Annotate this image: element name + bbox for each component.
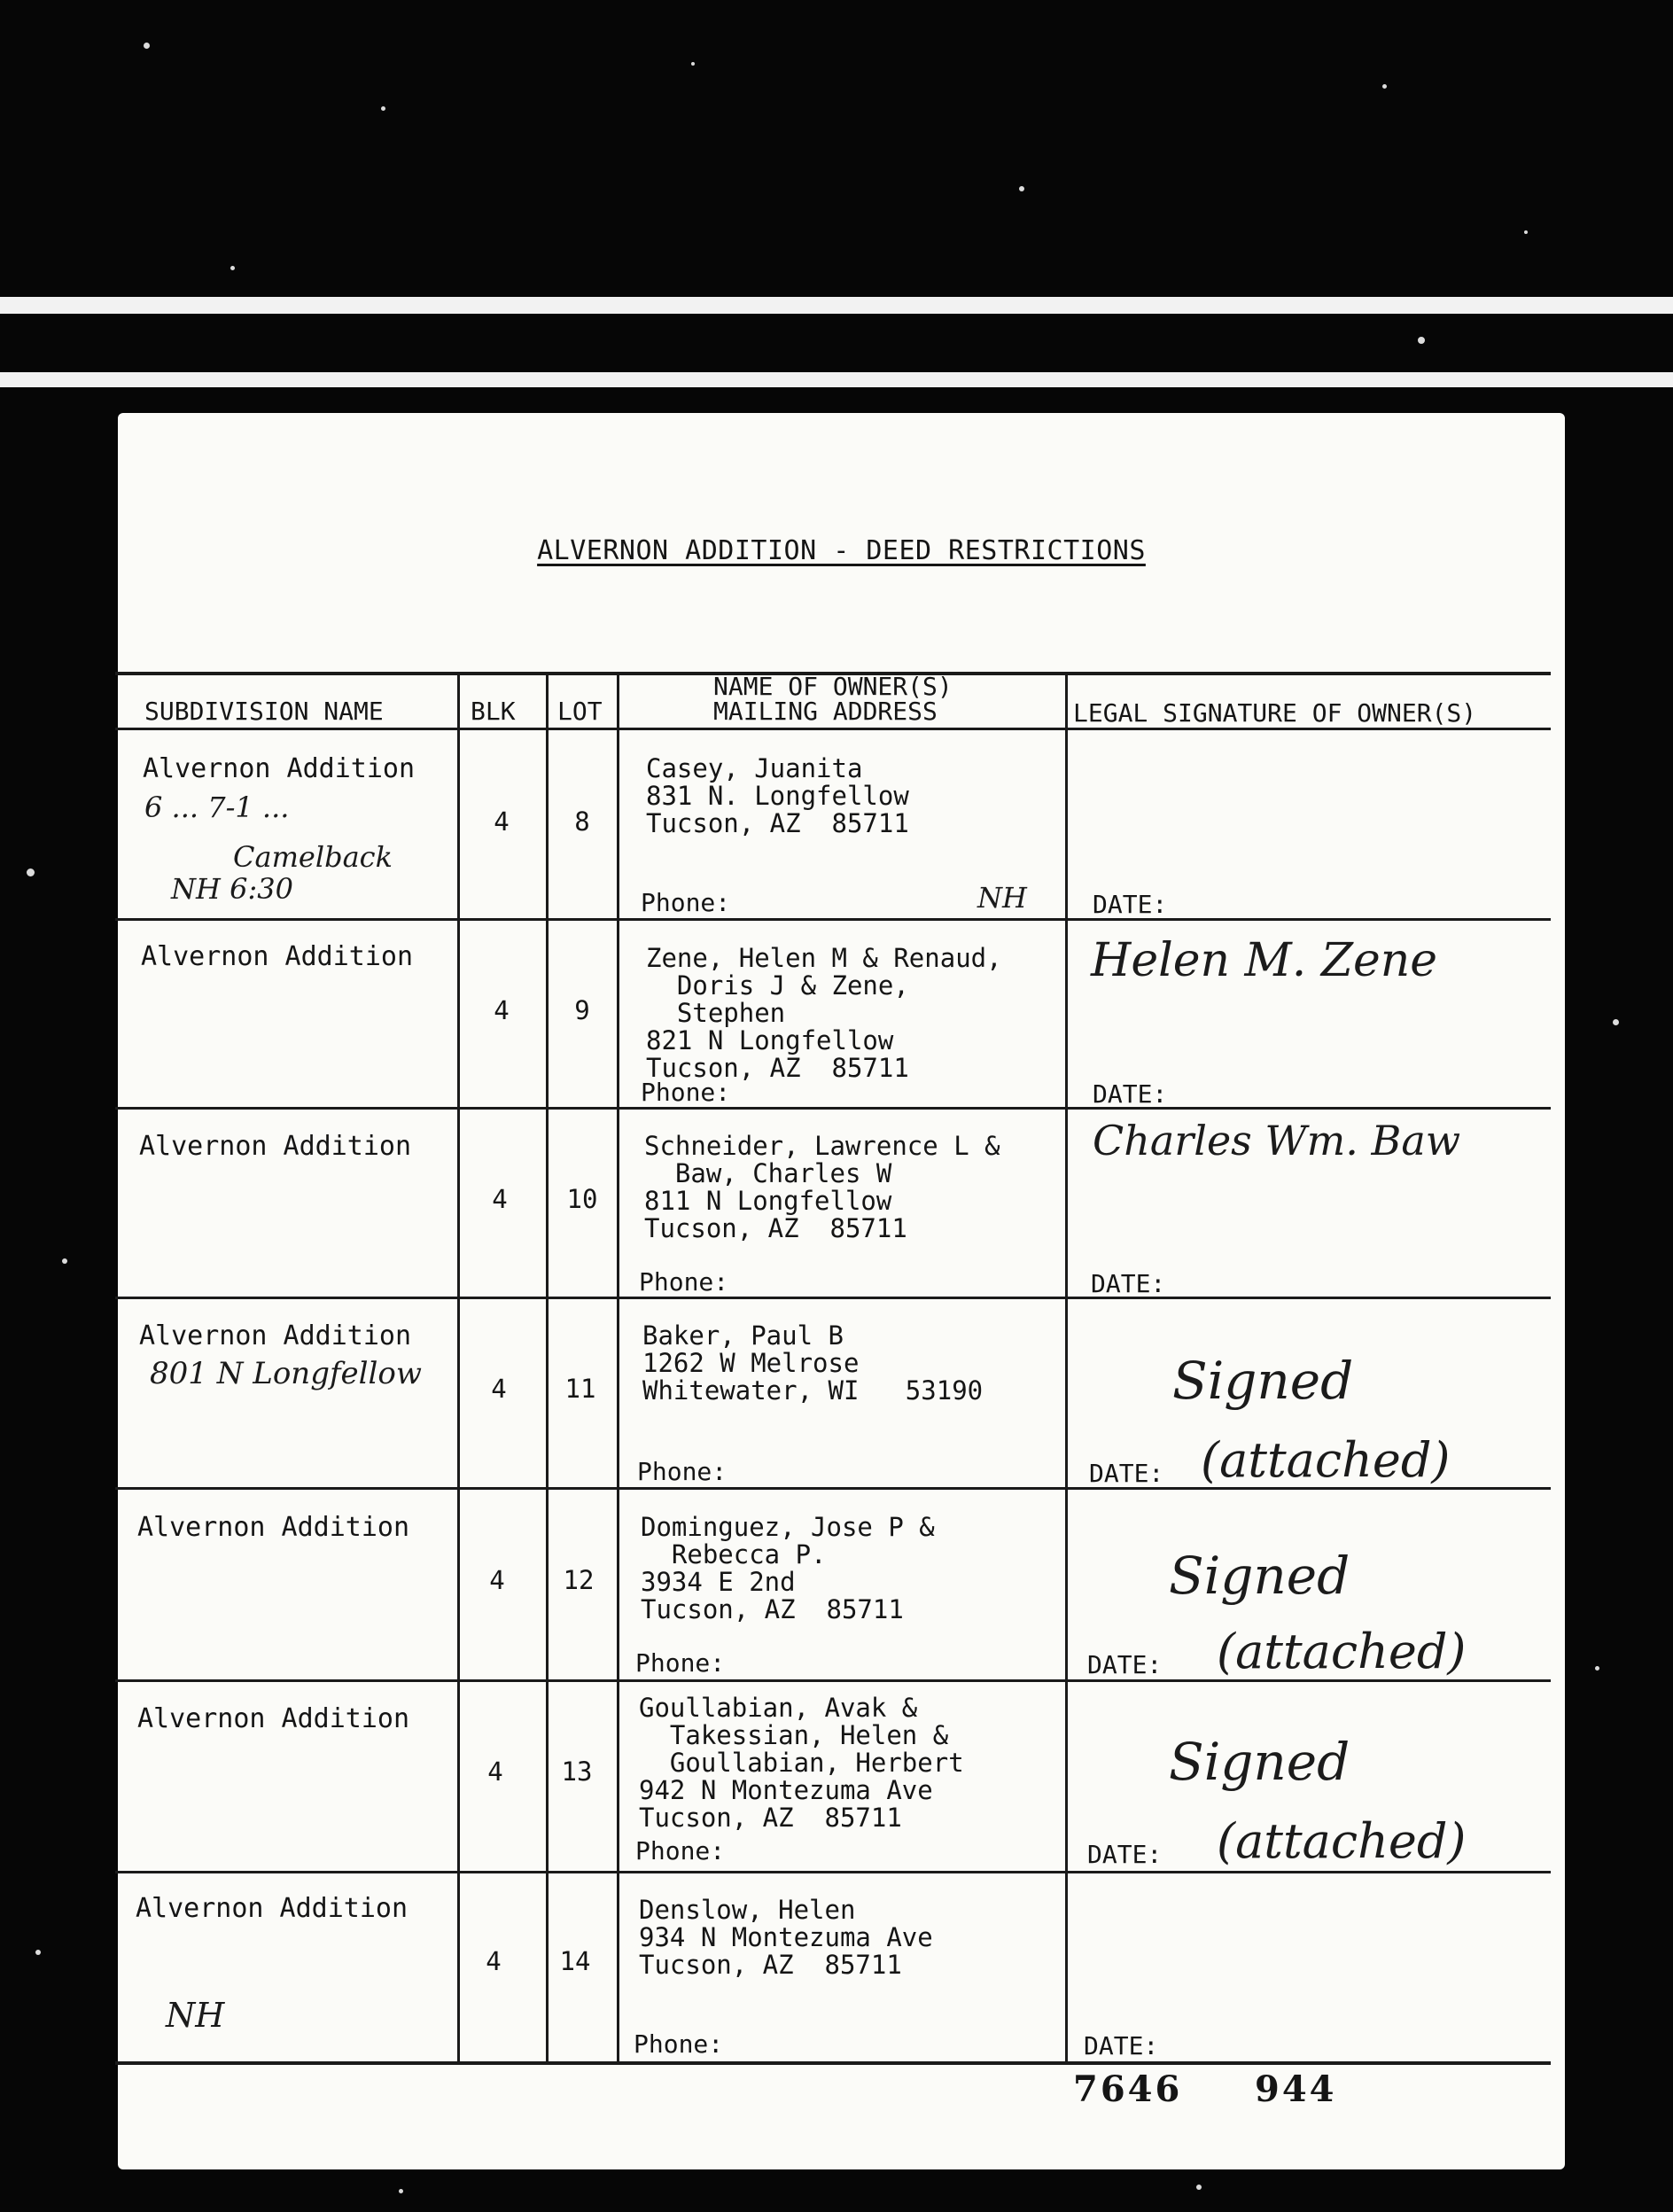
owner-signature: Helen M. Zene: [1091, 934, 1438, 987]
dust-speck: [27, 868, 35, 876]
owner-signature: Charles Wm. Baw: [1093, 1117, 1461, 1164]
dust-speck: [144, 43, 150, 49]
column-rule-lot: [546, 672, 549, 2063]
blk-cell: 4: [486, 1946, 502, 1976]
dust-speck: [1382, 84, 1387, 89]
date-label: DATE:: [1084, 2031, 1159, 2060]
subdivision-name-cell: Alvernon Addition: [143, 753, 416, 784]
date-handwritten-note: (attached): [1217, 1813, 1467, 1869]
lot-cell: 11: [564, 1374, 596, 1404]
date-label: DATE:: [1093, 890, 1168, 919]
lot-cell: 10: [566, 1184, 598, 1214]
subdivision-name-cell: Alvernon Addition: [137, 1512, 410, 1543]
owner-address-cell: Casey, Juanita 831 N. Longfellow Tucson, AZ 85711: [646, 753, 909, 838]
header-blk: BLK: [471, 697, 516, 726]
subdivision-name-cell: Alvernon Addition: [141, 941, 414, 972]
scanner-band-top: [0, 297, 1673, 314]
deed-restrictions-form: [118, 413, 1565, 2169]
document-title-text: ALVERNON ADDITION - DEED RESTRICTIONS: [537, 535, 1146, 566]
dust-speck: [1019, 186, 1024, 191]
column-rule-signature: [1065, 672, 1068, 2063]
header-lot: LOT: [557, 697, 603, 726]
document-title: [118, 535, 1565, 566]
lot-cell: 13: [561, 1756, 593, 1787]
dust-speck: [35, 1950, 41, 1955]
dust-speck: [691, 62, 695, 66]
handwritten-note: NH: [166, 1996, 225, 2035]
date-label: DATE:: [1089, 1459, 1164, 1488]
owner-signature: Signed: [1169, 1546, 1350, 1606]
dust-speck: [1595, 1666, 1599, 1671]
date-handwritten-note: (attached): [1217, 1624, 1467, 1679]
table-bottom-rule: [115, 2061, 1551, 2065]
subdivision-name-cell: Alvernon Addition: [139, 1131, 412, 1162]
header-owner-name: NAME OF OWNER(S): [713, 672, 953, 701]
header-legal-signature: LEGAL SIGNATURE OF OWNER(S): [1073, 698, 1477, 728]
dust-speck: [1196, 2185, 1202, 2190]
blk-cell: 4: [494, 995, 510, 1025]
phone-label: Phone:: [637, 1457, 728, 1486]
owner-address-cell: Baker, Paul B 1262 W Melrose Whitewater, WI 53190: [642, 1320, 984, 1406]
phone-label: Phone:: [641, 888, 731, 917]
row-rule: [115, 1107, 1551, 1110]
header-mailing-address: MAILING ADDRESS: [713, 697, 938, 726]
phone-label: Phone:: [635, 1836, 726, 1865]
header-subdivision-name: SUBDIVISION NAME: [144, 697, 384, 726]
phone-label: Phone:: [635, 1648, 726, 1678]
footer-number-left: 7646: [1073, 2068, 1183, 2110]
date-label: DATE:: [1087, 1650, 1163, 1679]
row-rule: [115, 1679, 1551, 1682]
dust-speck: [230, 266, 235, 270]
dust-speck: [381, 106, 385, 111]
blk-cell: 4: [494, 806, 510, 837]
owner-address-cell: Zene, Helen M & Renaud, Doris J & Zene, Stephen 821 N Longfellow Tucson, AZ 85711: [646, 943, 1002, 1083]
owner-signature: Signed: [1169, 1732, 1350, 1792]
phone-label: Phone:: [634, 2029, 724, 2059]
lot-cell: 14: [559, 1946, 591, 1976]
dust-speck: [62, 1258, 67, 1264]
footer-number-right: 944: [1255, 2068, 1337, 2110]
handwritten-note: Camelback: [233, 840, 393, 874]
date-handwritten-note: (attached): [1201, 1432, 1451, 1488]
row-rule: [115, 1871, 1551, 1873]
subdivision-name-cell: Alvernon Addition: [136, 1893, 409, 1924]
row-rule: [115, 1297, 1551, 1299]
row-rule: [115, 918, 1551, 921]
column-rule-blk: [457, 672, 460, 2063]
dust-speck: [1524, 230, 1528, 234]
owner-address-cell: Dominguez, Jose P & Rebecca P. 3934 E 2nd Tucson, AZ 85711: [641, 1512, 935, 1624]
blk-cell: 4: [491, 1374, 507, 1404]
handwritten-note: NH 6:30: [171, 872, 293, 906]
phone-label: Phone:: [641, 1078, 731, 1107]
dust-speck: [1613, 1019, 1619, 1025]
blk-cell: 4: [492, 1184, 508, 1214]
handwritten-note: 6 ... 7-1 ...: [144, 791, 290, 824]
owner-address-cell: Denslow, Helen 934 N Montezuma Ave Tucson, AZ 85711: [639, 1895, 933, 1980]
dust-speck: [399, 2189, 403, 2193]
blk-cell: 4: [487, 1756, 503, 1787]
column-rule-owner: [617, 672, 619, 2063]
owner-address-cell: Goullabian, Avak & Takessian, Helen & Goullabian, Herbert 942 N Montezuma Ave Tucson, AZ 85711: [639, 1693, 964, 1833]
phone-label: Phone:: [639, 1267, 729, 1297]
scanner-band-lower: [0, 372, 1673, 387]
date-label: DATE:: [1093, 1079, 1168, 1109]
blk-cell: 4: [489, 1565, 505, 1595]
handwritten-note: 801 N Longfellow: [150, 1356, 422, 1391]
subdivision-name-cell: Alvernon Addition: [139, 1320, 412, 1351]
date-label: DATE:: [1087, 1840, 1163, 1869]
date-label: DATE:: [1091, 1269, 1166, 1298]
owner-address-cell: Schneider, Lawrence L & Baw, Charles W 811 N Longfellow Tucson, AZ 85711: [644, 1131, 1000, 1243]
lot-cell: 9: [574, 995, 590, 1025]
header-bottom-rule: [115, 728, 1551, 730]
subdivision-name-cell: Alvernon Addition: [137, 1703, 410, 1734]
dust-speck: [1418, 337, 1425, 344]
phone-handwritten-note: NH: [977, 881, 1027, 915]
owner-signature: Signed: [1172, 1351, 1354, 1411]
lot-cell: 8: [574, 806, 590, 837]
lot-cell: 12: [563, 1565, 595, 1595]
